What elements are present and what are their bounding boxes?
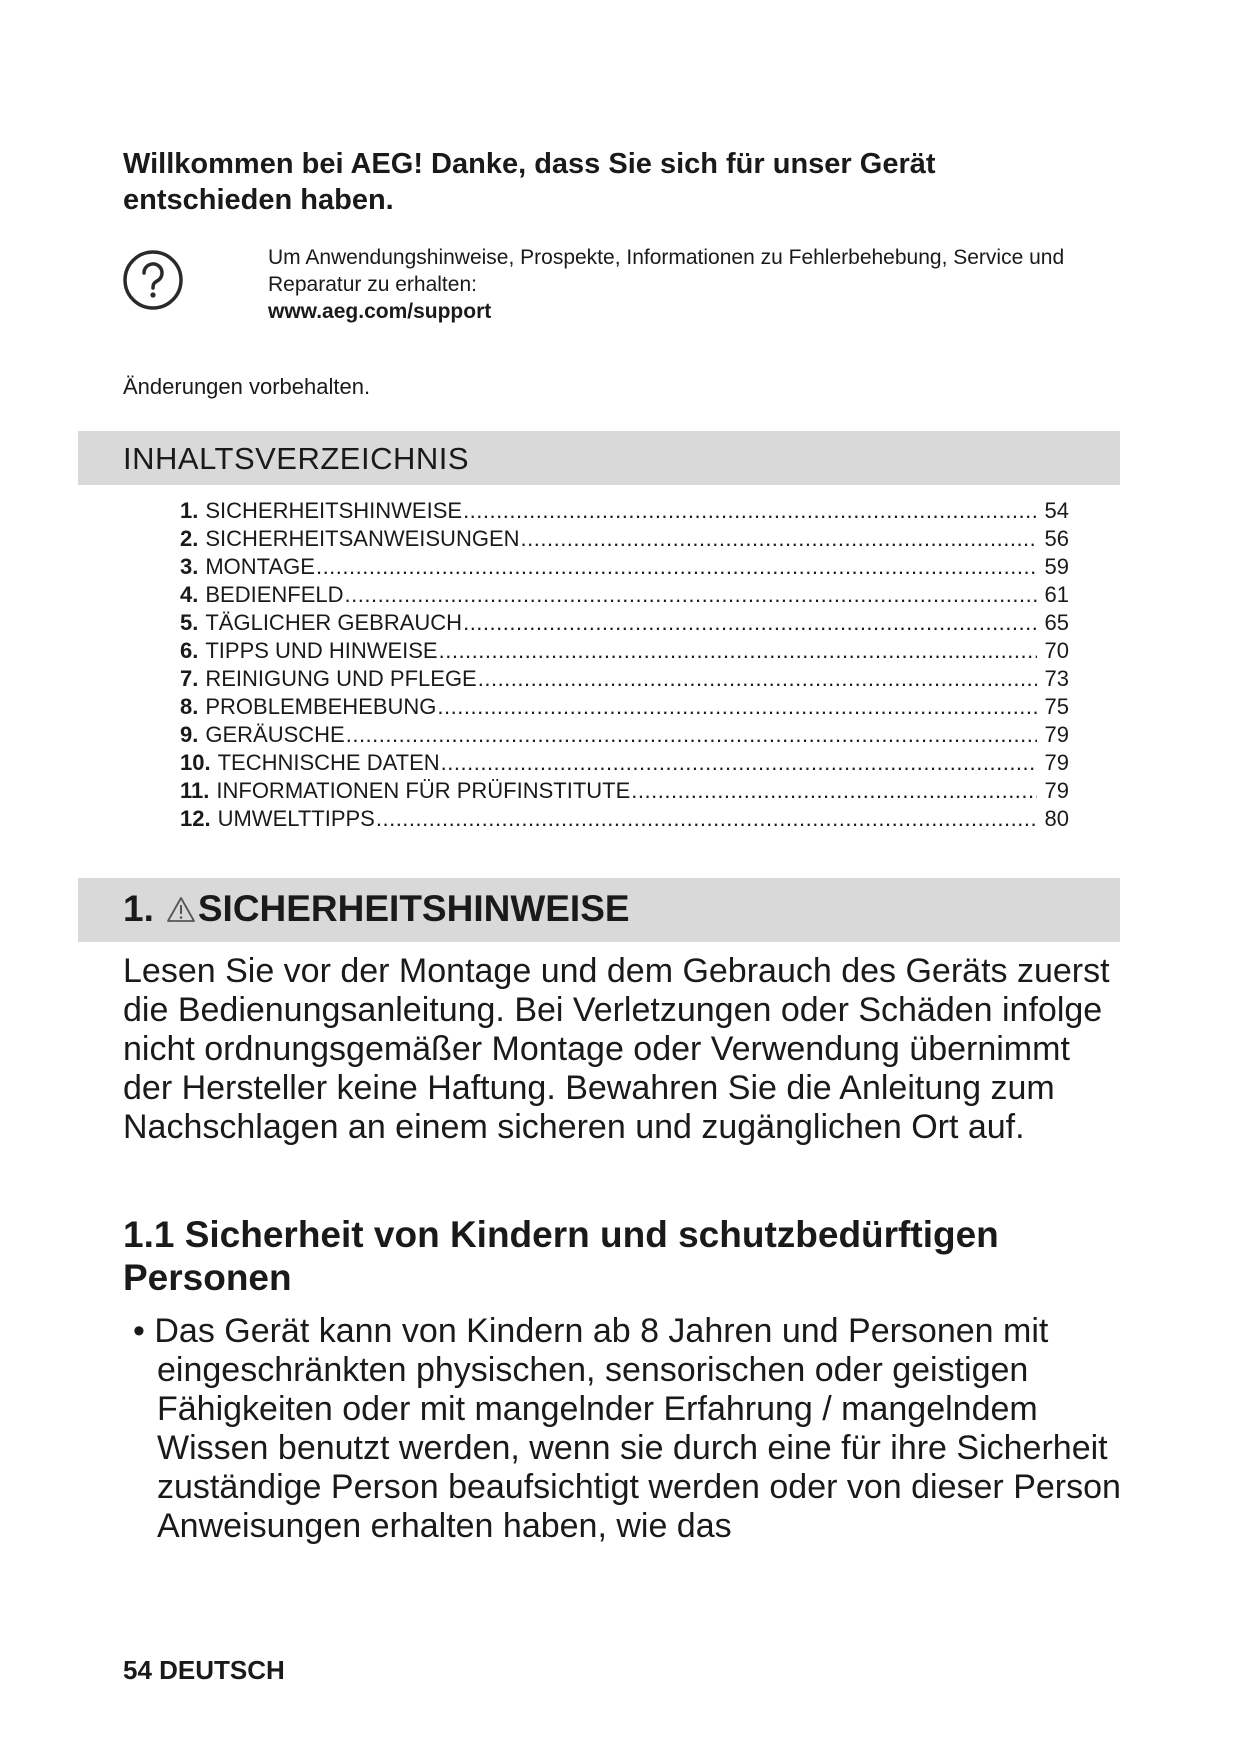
toc-leader-dots bbox=[316, 553, 1037, 581]
toc-item-page: 65 bbox=[1044, 610, 1069, 635]
toc-leader-dots bbox=[345, 581, 1037, 609]
toc-item[interactable] bbox=[180, 749, 1069, 777]
toc-item-number: 12. bbox=[180, 806, 211, 831]
toc-item-page: 80 bbox=[1044, 806, 1069, 831]
toc-title: INHALTSVERZEICHNIS bbox=[123, 441, 470, 476]
toc-item-number: 8. bbox=[180, 694, 199, 719]
toc-item[interactable] bbox=[180, 665, 1069, 693]
toc-item-page: 56 bbox=[1044, 526, 1069, 551]
toc-item-number: 6. bbox=[180, 638, 199, 663]
toc-item-label: GERÄUSCHE bbox=[205, 722, 345, 747]
toc-header-band bbox=[78, 431, 1120, 485]
toc-item-number: 1. bbox=[180, 498, 199, 523]
section-number: 1. bbox=[123, 888, 154, 929]
toc-item-label: TIPPS UND HINWEISE bbox=[205, 638, 438, 663]
section-title-text: SICHERHEITSHINWEISE bbox=[197, 888, 630, 929]
toc-item-number: 11. bbox=[180, 778, 210, 803]
toc-item-label: BEDIENFELD bbox=[205, 582, 344, 607]
toc-item[interactable] bbox=[180, 581, 1069, 609]
toc-leader-dots bbox=[463, 497, 1037, 525]
toc-leader-dots bbox=[463, 609, 1037, 637]
toc-leader-dots bbox=[437, 693, 1037, 721]
welcome-heading: Willkommen bei AEG! Danke, dass Sie sich für unser Gerät entschieden haben. bbox=[123, 148, 936, 216]
toc-item-page: 59 bbox=[1044, 554, 1069, 579]
toc-item-page: 70 bbox=[1044, 638, 1069, 663]
toc-leader-dots bbox=[521, 525, 1037, 553]
toc-item-number: 5. bbox=[180, 610, 199, 635]
toc-item-number: 9. bbox=[180, 722, 199, 747]
subsection-title: 1.1 Sicherheit von Kindern und schutzbedürftigen Personen bbox=[123, 1214, 999, 1298]
section-header-band bbox=[78, 878, 1120, 942]
toc-item-page: 79 bbox=[1044, 722, 1069, 747]
toc-item-number: 7. bbox=[180, 666, 199, 691]
toc-item-page: 79 bbox=[1044, 778, 1069, 803]
toc-leader-dots bbox=[376, 805, 1037, 833]
toc-leader-dots bbox=[478, 665, 1037, 693]
toc-item[interactable] bbox=[180, 497, 1069, 525]
toc-leader-dots bbox=[631, 777, 1037, 805]
toc-leader-dots bbox=[346, 721, 1037, 749]
toc-item-page: 54 bbox=[1044, 498, 1069, 523]
toc-item-label: SICHERHEITSANWEISUNGEN bbox=[205, 526, 520, 551]
toc-item-label: TECHNISCHE DATEN bbox=[217, 750, 440, 775]
toc-leader-dots bbox=[439, 637, 1037, 665]
toc-item[interactable] bbox=[180, 525, 1069, 553]
toc-item[interactable] bbox=[180, 777, 1069, 805]
toc-item[interactable] bbox=[180, 637, 1069, 665]
section-title bbox=[123, 888, 630, 930]
toc-item-page: 79 bbox=[1044, 750, 1069, 775]
toc-item-number: 4. bbox=[180, 582, 199, 607]
page-footer: 54 DEUTSCH bbox=[123, 1655, 285, 1685]
toc-item-page: 75 bbox=[1044, 694, 1069, 719]
toc-item-label: REINIGUNG UND PFLEGE bbox=[205, 666, 477, 691]
support-link[interactable]: www.aeg.com/support bbox=[268, 300, 492, 323]
toc-item-label: UMWELTTIPPS bbox=[217, 806, 375, 831]
toc-item-number: 3. bbox=[180, 554, 199, 579]
toc-item-number: 2. bbox=[180, 526, 199, 551]
warning-triangle-icon bbox=[166, 895, 196, 923]
toc-item-number: 10. bbox=[180, 750, 211, 775]
toc-item[interactable] bbox=[180, 553, 1069, 581]
toc-item[interactable] bbox=[180, 609, 1069, 637]
toc-item[interactable] bbox=[180, 805, 1069, 833]
bullet-item: • Das Gerät kann von Kindern ab 8 Jahren und Personen mit eingeschränkten physischen, sensorischen oder geistigen Fähigkeiten oder mit mangelnder Erfahrung / mangelndem Wissen benutzt werden, wenn sie durch eine für ihre Sicherheit zuständige Person beaufsichtigt werden oder von dieser Person Anweisungen erhalten haben, wie das bbox=[133, 1312, 1121, 1545]
toc-item-label: INFORMATIONEN FÜR PRÜFINSTITUTE bbox=[216, 778, 631, 803]
toc-item[interactable] bbox=[180, 721, 1069, 749]
toc-item-page: 73 bbox=[1044, 666, 1069, 691]
toc-item-label: TÄGLICHER GEBRAUCH bbox=[205, 610, 463, 635]
changes-note: Änderungen vorbehalten. bbox=[123, 374, 371, 399]
toc-item-page: 61 bbox=[1044, 582, 1069, 607]
toc-item[interactable] bbox=[180, 693, 1069, 721]
toc-item-label: SICHERHEITSHINWEISE bbox=[205, 498, 463, 523]
question-circle-icon bbox=[122, 249, 184, 311]
section-intro: Lesen Sie vor der Montage und dem Gebrauch des Geräts zuerst die Bedienungsanleitung. Bei Verletzungen oder Schäden infolge nicht ordnungsgemäßer Montage oder Verwendung übernimmt der Hersteller keine Haftung. Bewahren Sie die Anleitung zum Nachschlagen an einem sicheren und zugänglichen Ort auf. bbox=[123, 952, 1110, 1146]
support-info bbox=[268, 244, 1128, 325]
toc-item-label: PROBLEMBEHEBUNG bbox=[205, 694, 437, 719]
table-of-contents bbox=[180, 497, 1069, 833]
toc-item-label: MONTAGE bbox=[205, 554, 315, 579]
toc-leader-dots bbox=[441, 749, 1037, 777]
support-description: Um Anwendungshinweise, Prospekte, Informationen zu Fehlerbehebung, Service und Reparatur zu erhalten: bbox=[268, 246, 1065, 296]
